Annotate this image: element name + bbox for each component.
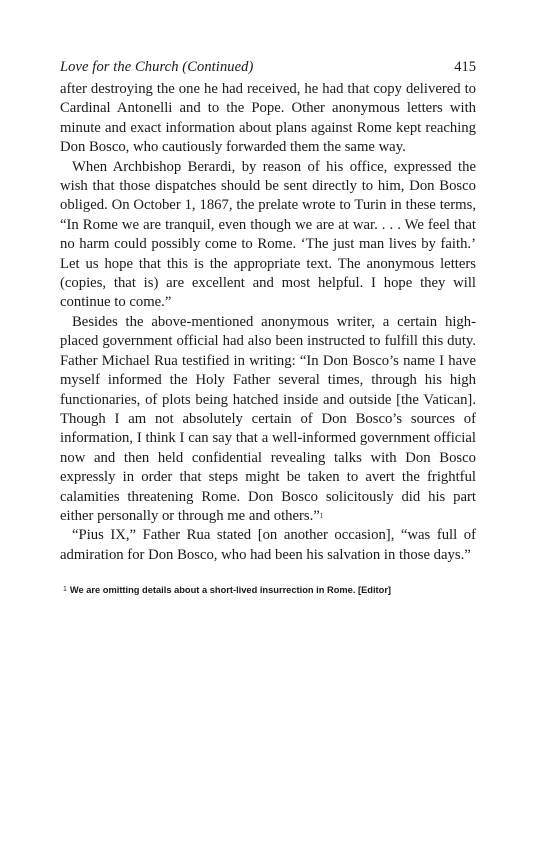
footnote-reference: 1 <box>319 511 324 520</box>
paragraph-2: When Archbishop Berardi, by reason of his office, expressed the wish that those dispatches should be sent directly to him, Don Bosco obliged. On October 1, 1867, the prelate wrote to Turin in these terms, “In Rome we are tranquil, even though we are at war. . . . We feel that no harm could possibly come to Rome. ‘The just man lives by faith.’ Let us hope that this is the appropriate text. The anonymous letters (copies, that is) are excellent and most helpful. I hope they will continue to come.” <box>60 158 476 311</box>
running-title: Love for the Church (Continued) <box>60 59 254 75</box>
footnote-marker: 1 <box>63 586 67 594</box>
footnote <box>60 584 476 596</box>
paragraph-3 <box>60 313 476 526</box>
paragraph-1: after destroying the one he had received, he had that copy delivered to Cardinal Antonelli and to the Pope. Other anonymous letters with minute and exact information about plans against Rome kept reaching Don Bosco, who cautiously forwarded them the same way. <box>60 81 476 156</box>
paragraph-4: “Pius IX,” Father Rua stated [on another occasion], “was full of admiration for Don Bosco, who had been his salvation in those days.” <box>60 527 476 563</box>
page-number: 415 <box>454 59 476 75</box>
paragraph-3-text: Besides the above-mentioned anonymous writer, a certain high-placed government official had also been instructed to fulfill this duty. Father Michael Rua testified in writing: “In Don Bosco’s name I have myself informed the Holy Father several times, through his high functionaries, of plots being hatched inside and outside [the Vatican]. Though I am not absolutely certain of Don Bosco’s sources of information, I think I can say that a well-informed government official now and then held confidential revealing talks with Don Bosco expressly in order that steps might be taken to avert the frightful calamities threatening Rome. Don Bosco solicitously did his part either personally or through me and others.” <box>60 313 476 524</box>
footnote-text: We are omitting details about a short-lived insurrection in Rome. [Editor] <box>69 585 392 596</box>
book-page <box>60 56 476 596</box>
body-text <box>60 80 476 565</box>
running-header <box>60 56 476 78</box>
